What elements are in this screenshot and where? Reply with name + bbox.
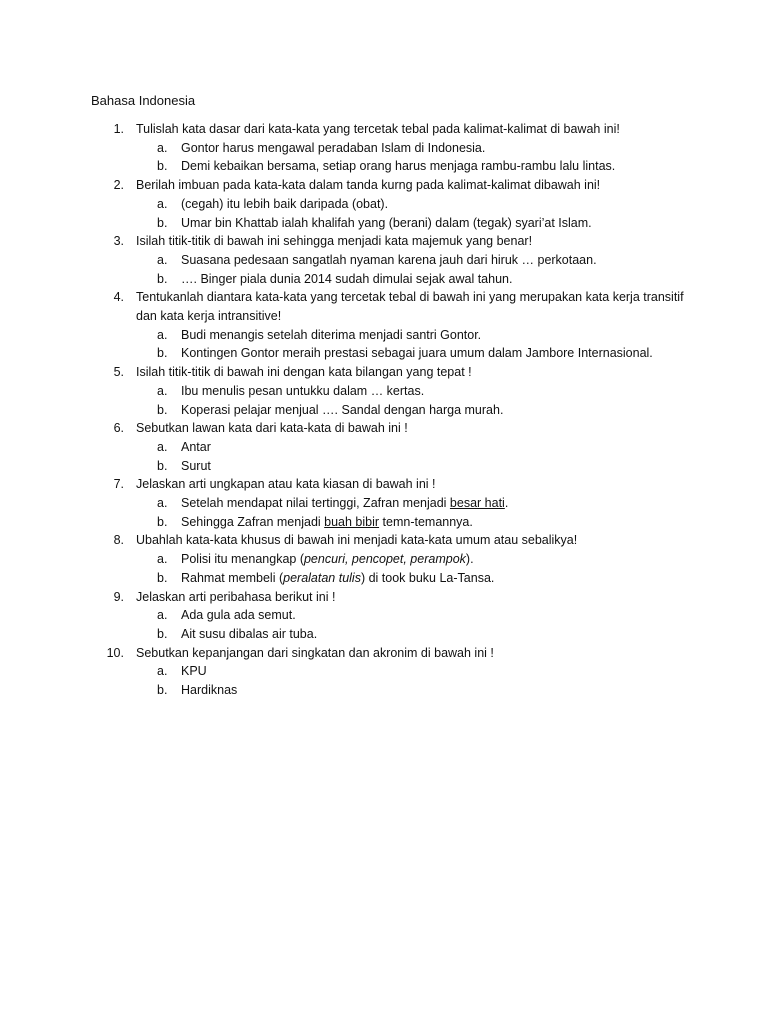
option-text-before: Polisi itu menangkap ( [181, 552, 304, 567]
question-text: Jelaskan arti ungkapan atau kata kiasan di bawah ini ! [136, 477, 436, 492]
question-number: 1. [113, 122, 124, 136]
underlined-phrase: buah bibir [324, 514, 380, 529]
question-text: Jelaskan arti peribahasa berikut ini ! [136, 589, 336, 604]
option-letter: a. [157, 196, 168, 211]
document-title: Bahasa Indonesia [91, 93, 196, 108]
question-item [0, 288, 768, 363]
option-list [0, 195, 768, 232]
option-letter: a. [157, 327, 168, 342]
option-list [0, 382, 768, 419]
option-text: (cegah) itu lebih baik daripada (obat). [181, 196, 389, 211]
question-text: Tentukanlah diantara kata-kata yang tercetak tebal di bawah ini yang merupakan kata kerja transitif dan kata kerja intransitive! [136, 290, 684, 324]
option-text: Suasana pedesaan sangatlah nyaman karena jauh dari hiruk … perkotaan. [181, 252, 597, 267]
option-text-before: Rahmat membeli ( [181, 570, 284, 585]
question-item [0, 363, 768, 419]
option-letter: a. [157, 608, 168, 623]
option-list [0, 606, 768, 643]
option-letter: a. [157, 439, 168, 454]
option-letter: a. [157, 140, 168, 155]
option-letter: b. [157, 626, 168, 641]
option-text: Koperasi pelajar menjual …. Sandal dengan harga murah. [181, 402, 504, 417]
option-item [0, 326, 768, 345]
question-item [0, 176, 768, 232]
option-text: Ada gula ada semut. [181, 608, 296, 623]
question-list [0, 120, 768, 700]
option-list [0, 139, 768, 176]
option-item [0, 157, 768, 176]
option-letter: b. [157, 514, 168, 529]
question-item [0, 644, 768, 700]
italic-phrase: peralatan tulis [283, 570, 361, 585]
option-item [0, 214, 768, 233]
option-item [0, 401, 768, 420]
option-letter: a. [157, 252, 168, 267]
option-item [0, 251, 768, 270]
question-number: 4. [113, 290, 124, 305]
option-item [0, 438, 768, 457]
option-item [0, 270, 768, 289]
option-text-after: ). [465, 552, 474, 567]
option-text-before: Sehingga Zafran menjadi [181, 514, 325, 529]
option-list [0, 662, 768, 699]
option-text: Ibu menulis pesan untukku dalam … kertas. [181, 383, 425, 398]
option-text: Hardiknas [181, 683, 238, 698]
option-text: Kontingen Gontor meraih prestasi sebagai juara umum dalam Jambore Internasional. [181, 346, 653, 361]
option-letter: b. [157, 271, 168, 286]
question-number: 5. [113, 365, 124, 380]
question-item [0, 232, 768, 288]
option-item [0, 662, 768, 681]
option-text: Umar bin Khattab ialah khalifah yang (berani) dalam (tegak) syari’at Islam. [181, 215, 592, 230]
option-text-after: temn-temannya. [379, 514, 473, 529]
option-text-after: . [504, 496, 509, 511]
question-number: 3. [113, 234, 124, 249]
option-item [0, 139, 768, 158]
option-text-after: ) di took buku La-Tansa. [360, 570, 495, 585]
question-number: 10. [106, 645, 124, 660]
option-letter: b. [157, 346, 168, 361]
question-text: Isilah titik-titik di bawah ini dengan kata bilangan yang tepat ! [136, 365, 472, 380]
question-number: 2. [113, 178, 124, 193]
option-text: Budi menangis setelah diterima menjadi santri Gontor. [181, 327, 482, 342]
option-item [0, 550, 768, 569]
question-text: Sebutkan kepanjangan dari singkatan dan akronim di bawah ini ! [136, 645, 494, 660]
option-letter: a. [157, 552, 168, 567]
option-list [0, 326, 768, 363]
option-item [0, 494, 768, 513]
option-letter: a. [157, 664, 168, 679]
option-list [0, 438, 768, 475]
option-item [0, 457, 768, 476]
option-item [0, 344, 768, 363]
question-number: 8. [113, 533, 124, 548]
option-text [181, 494, 768, 513]
question-item [0, 120, 768, 176]
option-letter: b. [157, 402, 168, 417]
option-letter: b. [157, 683, 168, 698]
option-item [0, 513, 768, 532]
question-item [0, 531, 768, 587]
option-list [0, 550, 768, 587]
question-text: Sebutkan lawan kata dari kata-kata di bawah ini ! [136, 421, 408, 436]
question-item [0, 588, 768, 644]
question-text: Tulislah kata dasar dari kata-kata yang tercetak tebal pada kalimat-kalimat di bawah ini! [136, 122, 620, 136]
option-text: KPU [181, 664, 207, 679]
question-text: Ubahlah kata-kata khusus di bawah ini menjadi kata-kata umum atau sebalikya! [136, 533, 578, 548]
question-number: 6. [113, 421, 124, 436]
option-item [0, 195, 768, 214]
option-text [181, 550, 768, 569]
option-letter: a. [157, 496, 168, 511]
option-text: Antar [181, 439, 211, 454]
option-text-before: Setelah mendapat nilai tertinggi, Zafran menjadi [181, 496, 450, 511]
option-letter: b. [157, 458, 168, 473]
option-text: Ait susu dibalas air tuba. [181, 626, 318, 641]
option-letter: b. [157, 215, 168, 230]
question-item [0, 419, 768, 475]
italic-phrase: pencuri, pencopet, perampok [303, 552, 466, 567]
option-letter: b. [157, 159, 168, 174]
question-number: 9. [113, 589, 124, 604]
option-text: Surut [181, 458, 211, 473]
option-text [181, 513, 768, 532]
option-letter: a. [157, 383, 168, 398]
option-letter: b. [157, 570, 168, 585]
question-text: Isilah titik-titik di bawah ini sehingga menjadi kata majemuk yang benar! [136, 234, 533, 249]
option-item [0, 681, 768, 700]
option-text: …. Binger piala dunia 2014 sudah dimulai sejak awal tahun. [181, 271, 513, 286]
underlined-phrase: besar hati [449, 496, 505, 511]
option-list [0, 494, 768, 531]
option-text [181, 569, 768, 588]
option-list [0, 251, 768, 288]
option-item [0, 606, 768, 625]
option-text: Demi kebaikan bersama, setiap orang harus menjaga rambu-rambu lalu lintas. [181, 159, 616, 174]
question-number: 7. [113, 477, 124, 492]
option-item [0, 569, 768, 588]
option-item [0, 625, 768, 644]
question-text: Berilah imbuan pada kata-kata dalam tanda kurng pada kalimat-kalimat dibawah ini! [136, 178, 601, 193]
option-item [0, 382, 768, 401]
question-item [0, 475, 768, 531]
option-text: Gontor harus mengawal peradaban Islam di Indonesia. [181, 140, 486, 155]
